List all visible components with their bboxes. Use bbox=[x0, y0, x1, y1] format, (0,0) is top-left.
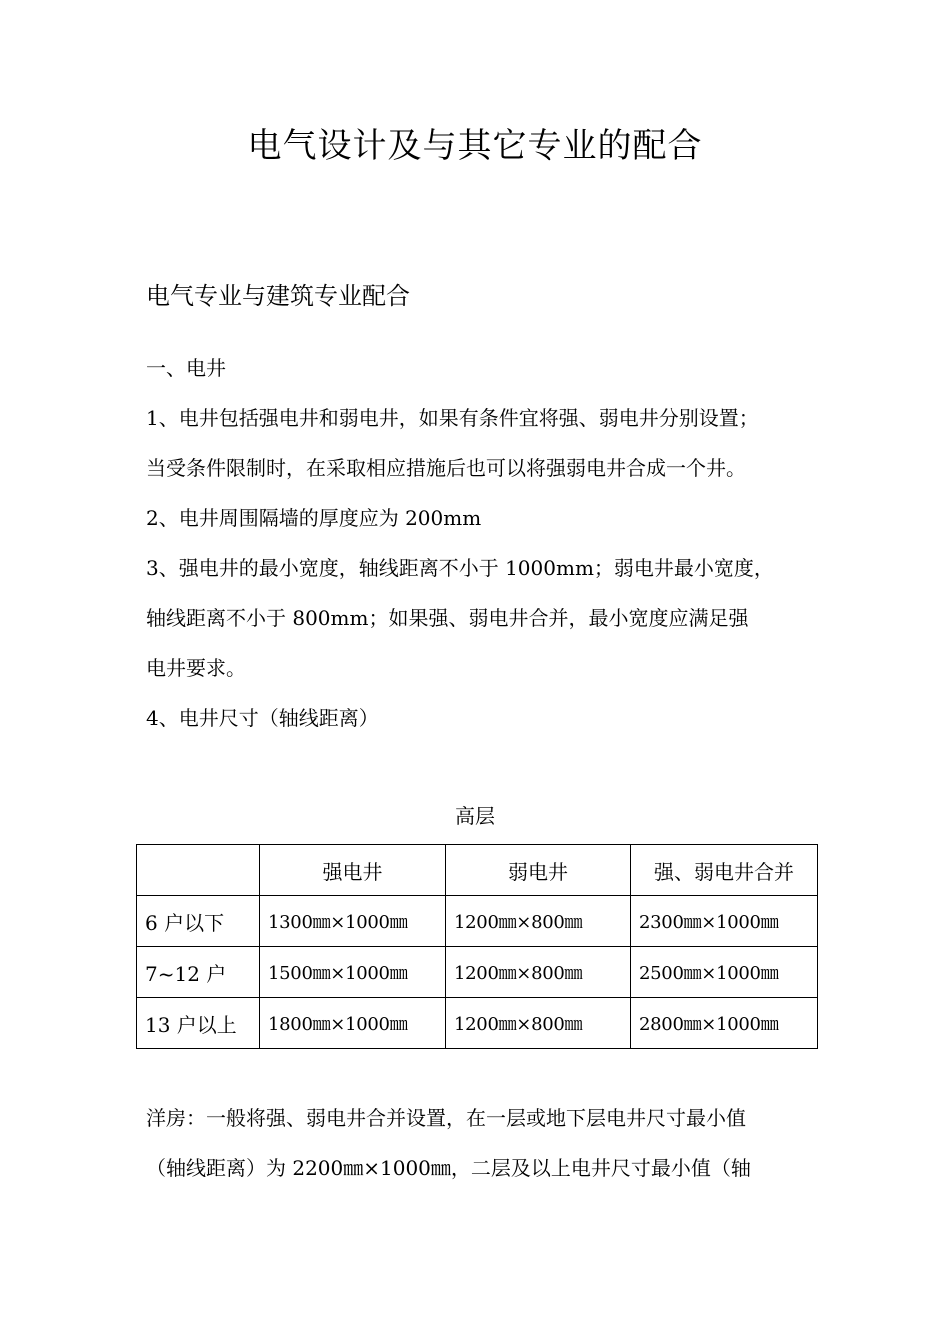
table-header-cell: 强、弱电井合并 bbox=[631, 845, 818, 896]
table-caption: 高层 bbox=[455, 804, 495, 828]
table-header-row bbox=[137, 845, 818, 896]
table-cell: 1500㎜×1000㎜ bbox=[260, 947, 446, 998]
table-cell: 1300㎜×1000㎜ bbox=[260, 896, 446, 947]
table-cell: 2500㎜×1000㎜ bbox=[631, 947, 818, 998]
table-row bbox=[137, 896, 818, 947]
table-row-label: 6 户以下 bbox=[137, 896, 260, 947]
item-1-line-2: 当受条件限制时，在采取相应措施后也可以将强弱电井合成一个井。 bbox=[146, 456, 746, 480]
table-cell: 1200㎜×800㎜ bbox=[446, 896, 631, 947]
item-2: 2、电井周围隔墙的厚度应为 200mm bbox=[146, 506, 482, 530]
subsection-heading: 一、电井 bbox=[146, 356, 226, 380]
table-row bbox=[137, 947, 818, 998]
table-header-cell bbox=[137, 845, 260, 896]
item-3-line-3: 电井要求。 bbox=[146, 656, 246, 680]
document-title: 电气设计及与其它专业的配合 bbox=[247, 126, 703, 166]
yangfang-line-1: 洋房：一般将强、弱电井合并设置，在一层或地下层电井尺寸最小值 bbox=[146, 1106, 746, 1130]
table-row-label: 13 户以上 bbox=[137, 998, 260, 1049]
dimensions-table bbox=[136, 844, 818, 1049]
item-4: 4、电井尺寸（轴线距离） bbox=[146, 706, 379, 730]
section-heading: 电气专业与建筑专业配合 bbox=[146, 282, 410, 310]
table-cell: 2300㎜×1000㎜ bbox=[631, 896, 818, 947]
item-3-line-2: 轴线距离不小于 800mm；如果强、弱电井合并，最小宽度应满足强 bbox=[146, 606, 749, 630]
item-1-line-1: 1、电井包括强电井和弱电井，如果有条件宜将强、弱电井分别设置； bbox=[146, 406, 759, 430]
table-cell: 1200㎜×800㎜ bbox=[446, 947, 631, 998]
table-header-cell: 强电井 bbox=[260, 845, 446, 896]
table-cell: 1200㎜×800㎜ bbox=[446, 998, 631, 1049]
table-row-label: 7~12 户 bbox=[137, 947, 260, 998]
table-cell: 2800㎜×1000㎜ bbox=[631, 998, 818, 1049]
yangfang-line-2: （轴线距离）为 2200㎜×1000㎜，二层及以上电井尺寸最小值（轴 bbox=[146, 1156, 751, 1180]
table-row bbox=[137, 998, 818, 1049]
table-header-cell: 弱电井 bbox=[446, 845, 631, 896]
table-cell: 1800㎜×1000㎜ bbox=[260, 998, 446, 1049]
item-3-line-1: 3、强电井的最小宽度，轴线距离不小于 1000mm；弱电井最小宽度， bbox=[146, 556, 774, 580]
